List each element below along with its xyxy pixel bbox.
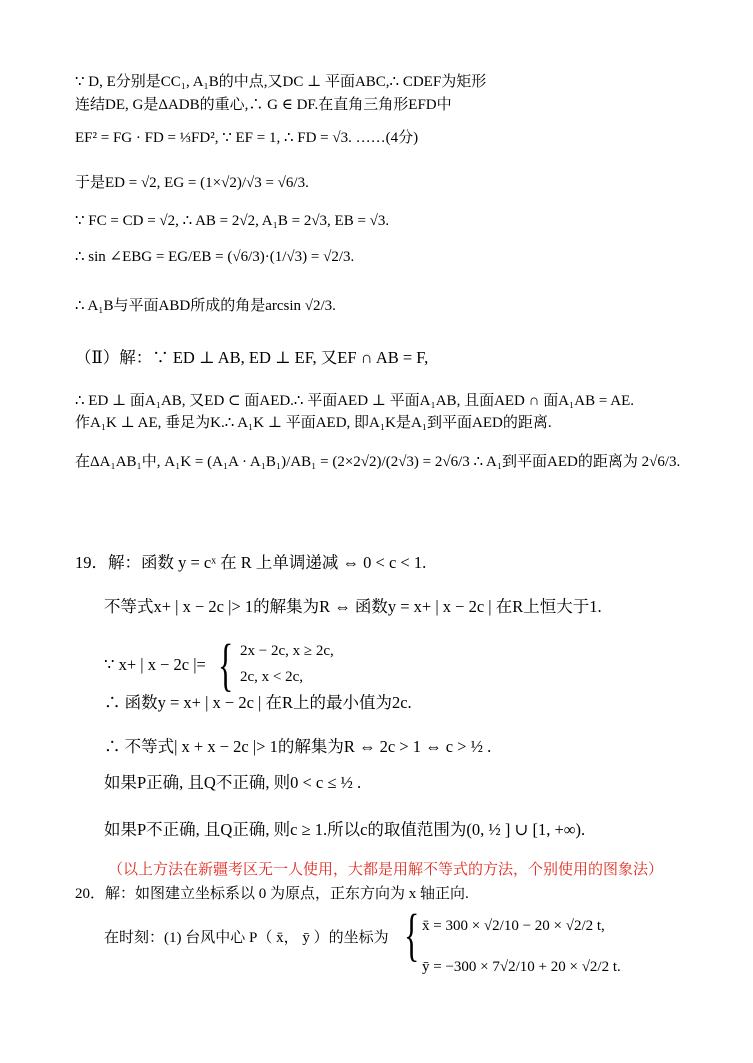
brace-icon: { — [404, 902, 420, 967]
red-note: （以上方法在新疆考区无一人使用，大都是用解不等式的方法，个别使用的图象法） — [108, 862, 664, 878]
text-line: 如果P正确, 且Q不正确, 则0 < c ≤ ½ . — [104, 773, 362, 792]
text-line: ∴ sin ∠EBG = EG/EB = (√6/3)·(1/√3) = √2/3. — [75, 249, 355, 265]
text-line: 在时刻：(1) 台风中心 P（ x̄， ȳ ）的坐标为 — [104, 930, 389, 946]
text-line: 在ΔA₁AB₁中, A₁K = (A₁A · A₁B₁)/AB₁ = (2×2√2)/(2√3) = 2√6/3 ∴ A₁到平面AED的距离为 2√6/3. — [75, 454, 681, 470]
text-line: ∵ D, E分别是CC₁, A₁B的中点,又DC ⊥ 平面ABC,∴ CDEF为矩形 — [75, 74, 487, 90]
text-line: 不等式x+ | x − 2c |> 1的解集为R ⇔ 函数y = x+ | x − 2c | 在R上恒大于1. — [104, 597, 602, 616]
text-line: ∴ ED ⊥ 面A₁AB, 又ED ⊂ 面AED.∴ 平面AED ⊥ 平面A₁AB, 且面AED ∩ 面A₁AB = AE. — [75, 393, 635, 409]
text-line: ∴ 函数y = x+ | x − 2c | 在R上的最小值为2c. — [104, 693, 412, 712]
piecewise-case: 2c, x < 2c, — [240, 669, 304, 685]
section-heading: （Ⅱ）解：∵ ED ⊥ AB, ED ⊥ EF, 又EF ∩ AB = F, — [75, 348, 429, 367]
problem-19-heading: 19．解：函数 y = cˣ 在 R 上单调递减 ⇔ 0 < c < 1. — [75, 553, 427, 572]
text-line: EF² = FG · FD = ⅓FD², ∵ EF = 1, ∴ FD = √3. ……(4分) — [75, 130, 419, 146]
piecewise-case: x̄ = 300 × √2/10 − 20 × √2/2 t, — [422, 918, 605, 934]
text-line: ∴ 不等式| x + x − 2c |> 1的解集为R ⇔ 2c > 1 ⇔ c > ½ . — [104, 737, 492, 756]
text-line: 于是ED = √2, EG = (1×√2)/√3 = √6/3. — [75, 175, 309, 191]
piecewise-case: 2x − 2c, x ≥ 2c, — [240, 643, 334, 659]
problem-20-heading: 20．解：如图建立坐标系以 0 为原点，正东方向为 x 轴正向. — [75, 886, 469, 902]
brace-icon: { — [218, 632, 234, 697]
text-line: 作A₁K ⊥ AE, 垂足为K.∴ A₁K ⊥ 平面AED, 即A₁K是A₁到平面AED的距离. — [75, 415, 552, 431]
text-line: 连结DE, G是ΔADB的重心,∴ G ∈ DF.在直角三角形EFD中 — [75, 97, 452, 113]
text-line: ∵ FC = CD = √2, ∴ AB = 2√2, A₁B = 2√3, EB = √3. — [75, 213, 390, 229]
piecewise-case: ȳ = −300 × 7√2/10 + 20 × √2/2 t. — [422, 959, 621, 975]
piecewise-label: ∵ x+ | x − 2c |= — [104, 655, 206, 674]
text-line: ∴ A₁B与平面ABD所成的角是arcsin √2/3. — [75, 298, 336, 314]
text-line: 如果P不正确, 且Q正确, 则c ≥ 1.所以c的取值范围为(0, ½ ] ∪ [1, +∞). — [104, 820, 586, 839]
